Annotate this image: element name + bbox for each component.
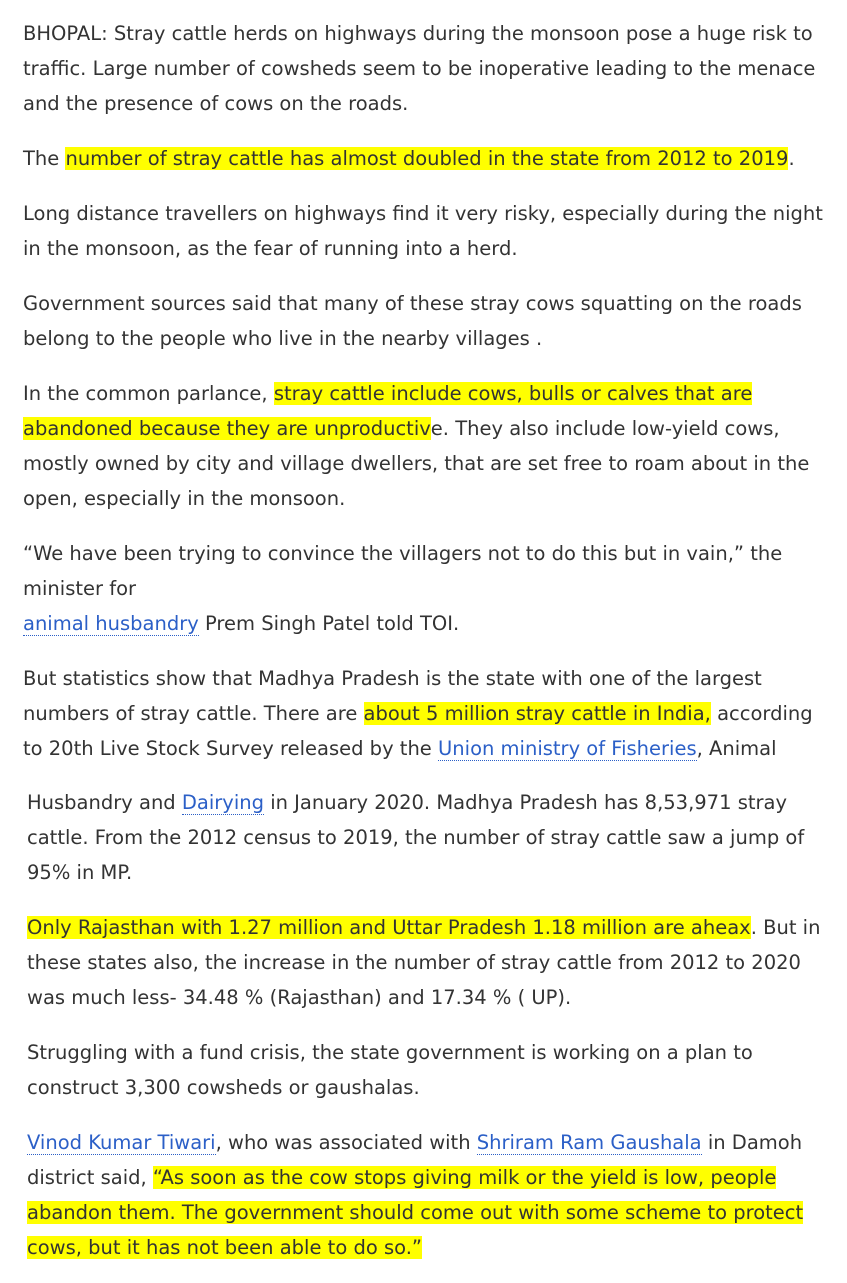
- paragraph-parlance: In the common parlance, stray cattle include cows, bulls or calves that are abandoned because they are unproductive. They also include low-yield cows, mostly owned by city and village dwellers, that are set free to roam about in the open, especially in the monsoon.: [23, 382, 810, 510]
- paragraph-intro: BHOPAL: Stray cattle herds on highways during the monsoon pose a huge risk to traffic. Large number of cowsheds seem to be inoperative leading to the menace and the presence of cows on the roads.: [23, 22, 816, 115]
- paragraph-fund-crisis: Struggling with a fund crisis, the state government is working on a plan to construct 3,300 cowsheds or gaushalas.: [27, 1041, 753, 1099]
- paragraph-doubled: The number of stray cattle has almost doubled in the state from 2012 to 2019.: [23, 147, 795, 170]
- link-dairying[interactable]: Dairying: [181, 791, 264, 814]
- link-vinod-kumar-tiwari[interactable]: Vinod Kumar Tiwari: [27, 1131, 216, 1154]
- link-shriram-ram-gaushala[interactable]: Shriram Ram Gaushala: [476, 1131, 702, 1154]
- paragraph-tiwari-quote: Vinod Kumar Tiwari, who was associated with Shriram Ram Gaushala in Damoh district said, “As soon as the cow stops giving milk or the yield is low, people abandon them. The government should come out with some scheme to protect cows, but it has not been able to do so.”: [27, 1131, 804, 1259]
- highlight-definition: stray cattle include cows, bulls or calves that are abandoned because they are unproductiv: [23, 382, 753, 440]
- highlight-doubled: number of stray cattle has almost doubled in the state from 2012 to 2019: [65, 147, 789, 170]
- highlight-tiwari-quote: “As soon as the cow stops giving milk or the yield is low, people abandon them. The government should come out with some scheme to protect cows, but it has not been able to do so.”: [27, 1166, 804, 1259]
- article-block-2: [27, 785, 827, 1265]
- paragraph-travellers: Long distance travellers on highways find it very risky, especially during the night in the monsoon, as the fear of running into a herd.: [23, 202, 823, 260]
- paragraph-statistics: But statistics show that Madhya Pradesh is the state with one of the largest numbers of stray cattle. There are about 5 million stray cattle in India, according to 20th Live Stock Survey released by the Union ministry of Fisheries, Animal: [23, 667, 813, 760]
- article-block-1: [23, 16, 823, 766]
- highlight-five-million: about 5 million stray cattle in India,: [363, 702, 711, 725]
- highlight-rajasthan-up: Only Rajasthan with 1.27 million and Uttar Pradesh 1.18 million are aheax: [27, 916, 751, 939]
- paragraph-government-sources: Government sources said that many of these stray cows squatting on the roads belong to the people who live in the nearby villages .: [23, 292, 802, 350]
- paragraph-dairying: Husbandry and Dairying in January 2020. Madhya Pradesh has 8,53,971 stray cattle. From the 2012 census to 2019, the number of stray cattle saw a jump of 95% in MP.: [27, 791, 805, 884]
- link-union-ministry[interactable]: Union ministry of Fisheries: [438, 737, 697, 760]
- link-animal-husbandry[interactable]: animal husbandry: [23, 612, 199, 635]
- paragraph-rajasthan-up: Only Rajasthan with 1.27 million and Uttar Pradesh 1.18 million are aheax. But in these states also, the increase in the number of stray cattle from 2012 to 2020 was much less- 34.48 % (Rajasthan) and 17.34 % ( UP).: [27, 916, 821, 1009]
- paragraph-minister-quote: “We have been trying to convince the villagers not to do this but in vain,” the minister for animal husbandry Prem Singh Patel told TOI.: [23, 542, 783, 635]
